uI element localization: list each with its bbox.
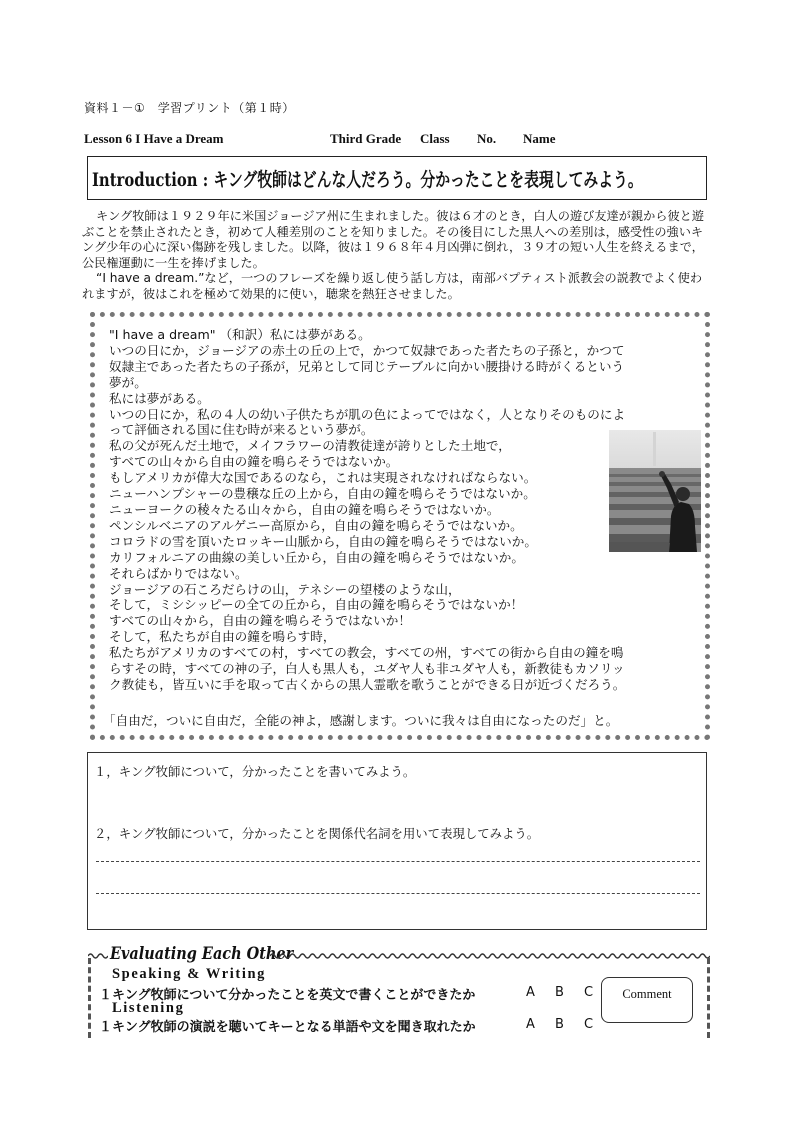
speech-line: ク教徒も，皆互いに手を取って古くからの黒人霊歌を歌うことができる日が近づくだろう。 — [109, 676, 626, 692]
mlk-photo — [609, 430, 701, 552]
speech-line: いつの日にか，私の４人の幼い子供たちが肌の色によってではなく，人となりそのものによ — [109, 406, 626, 422]
speech-line: そして，ミシシッピーの全ての丘から，自由の鐘を鳴らそうではないか！ — [109, 597, 524, 613]
name-label: Name — [523, 131, 556, 146]
grade-b-option[interactable]: B — [555, 1017, 564, 1032]
introduction-heading: Introduction : キング牧師はどんな人だろう。分かったことを表現してみよう。 — [92, 169, 643, 191]
speech-line: って評価される国に住む時が来るという夢が。 — [109, 422, 374, 438]
grade-b-option[interactable]: B — [555, 985, 564, 1000]
reference-label: 資料１－① 学習プリント（第１時） — [84, 101, 295, 115]
speech-line: そして，私たちが自由の鐘を鳴らす時， — [109, 629, 336, 645]
speech-line: すべての山々から自由の鐘を鳴らそうではないか。 — [109, 454, 399, 470]
grade-a-option[interactable]: A — [526, 985, 535, 1000]
speech-line: いつの日にか，ジョージアの赤土の丘の上で，かつて奴隷であった者たちの子孫と，かつて — [109, 342, 625, 358]
speech-closing: 「自由だ，ついに自由だ，全能の神よ，感謝します。ついに我々は自由になったのだ」と。 — [103, 713, 619, 728]
speech-line: ニューヨークの稜々たる山々から，自由の鐘を鳴らそうではないか。 — [109, 501, 500, 517]
speech-box — [90, 312, 710, 740]
speech-line: すべての山々から，自由の鐘を鳴らそうではないか！ — [109, 613, 411, 629]
grade-label: Third Grade — [330, 131, 402, 146]
speech-line: コロラドの雪を頂いたロッキー山脈から，自由の鐘を鳴らそうではないか。 — [109, 533, 537, 549]
grade-c-option[interactable]: C — [584, 1017, 594, 1032]
question-2: ２，キング牧師について，分かったことを関係代名詞を用いて表現してみよう。 — [94, 826, 540, 841]
speech-line: ニューハンプシャーの豊穣な丘の上から，自由の鐘を鳴らそうではないか。 — [109, 486, 536, 502]
speech-line: カリフォルニアの曲線の美しい丘から，自由の鐘を鳴らそうではないか。 — [109, 549, 524, 565]
evaluation-title: Evaluating Each Other — [110, 944, 294, 964]
number-label: No. — [477, 131, 497, 146]
speech-line: 私には夢がある。 — [109, 390, 210, 406]
listening-grades[interactable] — [526, 1017, 613, 1032]
speaking-heading: Speaking & Writing — [112, 966, 266, 982]
question-1: １，キング牧師について，分かったことを書いてみよう。 — [94, 764, 416, 779]
question-box — [87, 752, 707, 930]
speech-line: 夢が。 — [109, 374, 147, 390]
comment-box[interactable]: Comment — [601, 977, 693, 1023]
speech-line: それらばかりではない。 — [109, 565, 248, 581]
answer-line[interactable] — [96, 893, 700, 894]
introduction-box — [87, 156, 707, 200]
biography-text — [82, 209, 712, 303]
answer-line[interactable] — [96, 861, 700, 862]
speech-lines — [109, 327, 693, 693]
listening-heading: Listening — [112, 1000, 185, 1016]
speech-line: 私の父が死んだ土地で，メイフラワーの清教徒達が誇りとした土地で， — [109, 438, 511, 454]
listening-item: １キング牧師の演説を聴いてキーとなる単語や文を聞き取れたか — [99, 1020, 476, 1035]
speech-line: ペンシルベニアのアルゲニー高原から，自由の鐘を鳴らそうではないか。 — [109, 517, 523, 533]
speech-line: "I have a dream" （和訳）私には夢がある。 — [109, 327, 371, 342]
speech-line: ジョージアの石ころだらけの山，テネシーの望楼のような山， — [109, 581, 461, 597]
class-label: Class — [420, 131, 450, 146]
speech-line: 私たちがアメリカのすべての村，すべての教会，すべての州，すべての街から自由の鐘を鳴 — [109, 645, 624, 661]
bio-paragraph: キング牧師は１９２９年に米国ジョージア州に生まれました。彼は６才のとき，白人の遊び友達が親から彼と遊ぶことを禁止されたとき，初めて人種差別のことを知りました。その後目にした黒人への差別は，感受性の強いキング少年の心に深い傷跡を残しました。以降，彼は１９６８年４月凶弾に倒れ，３９才の短い人生を終えるまで，公民権運動に一生を捧げました。 — [82, 209, 705, 270]
speech-line: らすその時，すべての神の子，白人も黒人も，ユダヤ人も非ユダヤ人も，新教徒もカソリッ — [109, 661, 625, 677]
grade-c-option[interactable]: C — [584, 985, 594, 1000]
bio-paragraph: “I have a dream.”など，一つのフレーズを繰り返し使う話し方は，南部バプティスト派教会の説教でよく使われますが，彼はこれを極めて効果的に使い，聴衆を熱狂させました。 — [82, 271, 703, 301]
grade-a-option[interactable]: A — [526, 1017, 535, 1032]
speech-line: もしアメリカが偉大な国であるのなら，これは実現されなければならない。 — [109, 470, 537, 486]
speech-line: 奴隷主であった者たちの子孫が，兄弟として同じテーブルに向かい腰掛ける時がくるという — [109, 358, 625, 374]
speaking-item: １キング牧師について分かったことを英文で書くことができたか — [99, 988, 476, 1003]
lesson-title: Lesson 6 I Have a Dream — [84, 131, 224, 146]
speaking-grades[interactable] — [526, 985, 613, 1000]
